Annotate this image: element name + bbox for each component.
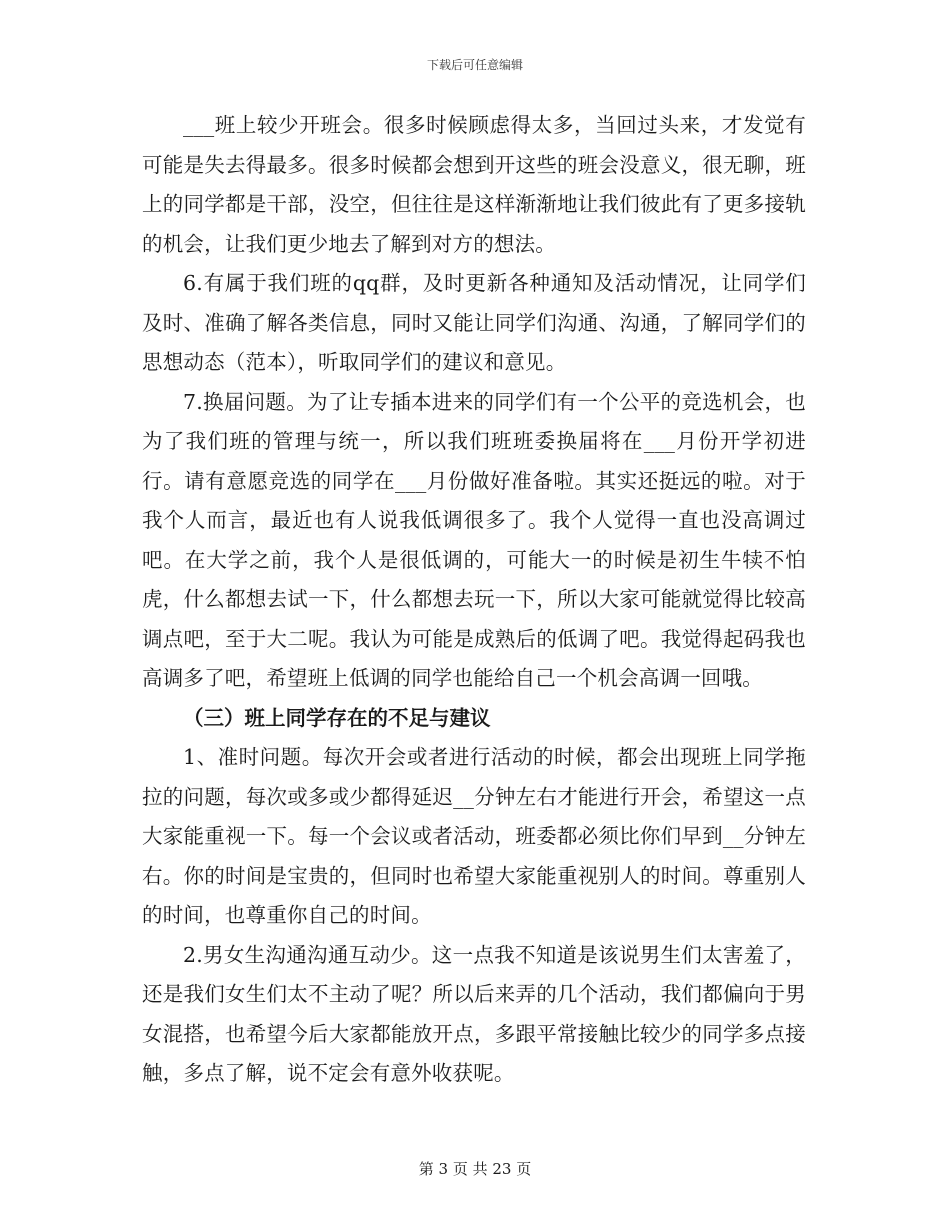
paragraph-qq-group: 6.有属于我们班的qq群，及时更新各种通知及活动情况，让同学们及时、准确了解各类信息，同时又能让同学们沟通、沟通，了解同学们的思想动态（范本），听取同学们的建议和意见。: [142, 271, 806, 374]
paragraph-communication: 2.男女生沟通沟通互动少。这一点我不知道是该说男生们太害羞了，还是我们女生们太不主动了呢？所以后来弄的几个活动，我们都偏向于男女混搭，也希望今后大家都能放开点，多跟平常接触比较少的同学多点接触，多点了解，说不定会有意外收获呢。: [142, 942, 806, 1085]
paragraph-punctuality: 1、准时问题。每次开会或者进行活动的时候，都会出现班上同学拖拉的问题，每次或多或少都得延迟__分钟左右才能进行开会，希望这一点大家能重视一下。每一个会议或者活动，班委都必须比你们早到__分钟左右。你的时间是宝贵的，但同时也希望大家能重视别人的时间。尊重别人的时间，也尊重你自己的时间。: [142, 745, 806, 927]
paragraph-class-meetings: ___班上较少开班会。很多时候顾虑得太多，当回过头来，才发觉有可能是失去得最多。很多时候都会想到开这些的班会没意义，很无聊，班上的同学都是干部，没空，但往往是这样渐渐地让我们彼此有了更多接轨的机会，让我们更少地去了解到对方的想法。: [142, 113, 806, 256]
page-number-footer: 第 3 页 共 23 页: [418, 1160, 532, 1178]
section-heading: （三）班上同学存在的不足与建议: [183, 705, 491, 730]
document-body: [142, 106, 806, 1094]
page-header: 下载后可任意编辑: [426, 58, 523, 72]
paragraph-election: 7.换届问题。为了让专插本进来的同学们有一个公平的竞选机会，也为了我们班的管理与统一，所以我们班班委换届将在___月份开学初进行。请有意愿竞选的同学在___月份做好准备啦。其实还挺远的啦。对于我个人而言，最近也有人说我低调很多了。我个人觉得一直也没高调过吧。在大学之前，我个人是很低调的，可能大一的时候是初生牛犊不怕虎，什么都想去试一下，什么都想去玩一下，所以大家可能就觉得比较高调点吧，至于大二呢。我认为可能是成熟后的低调了吧。我觉得起码我也高调多了吧，希望班上低调的同学也能给自己一个机会高调一回哦。: [142, 389, 806, 690]
